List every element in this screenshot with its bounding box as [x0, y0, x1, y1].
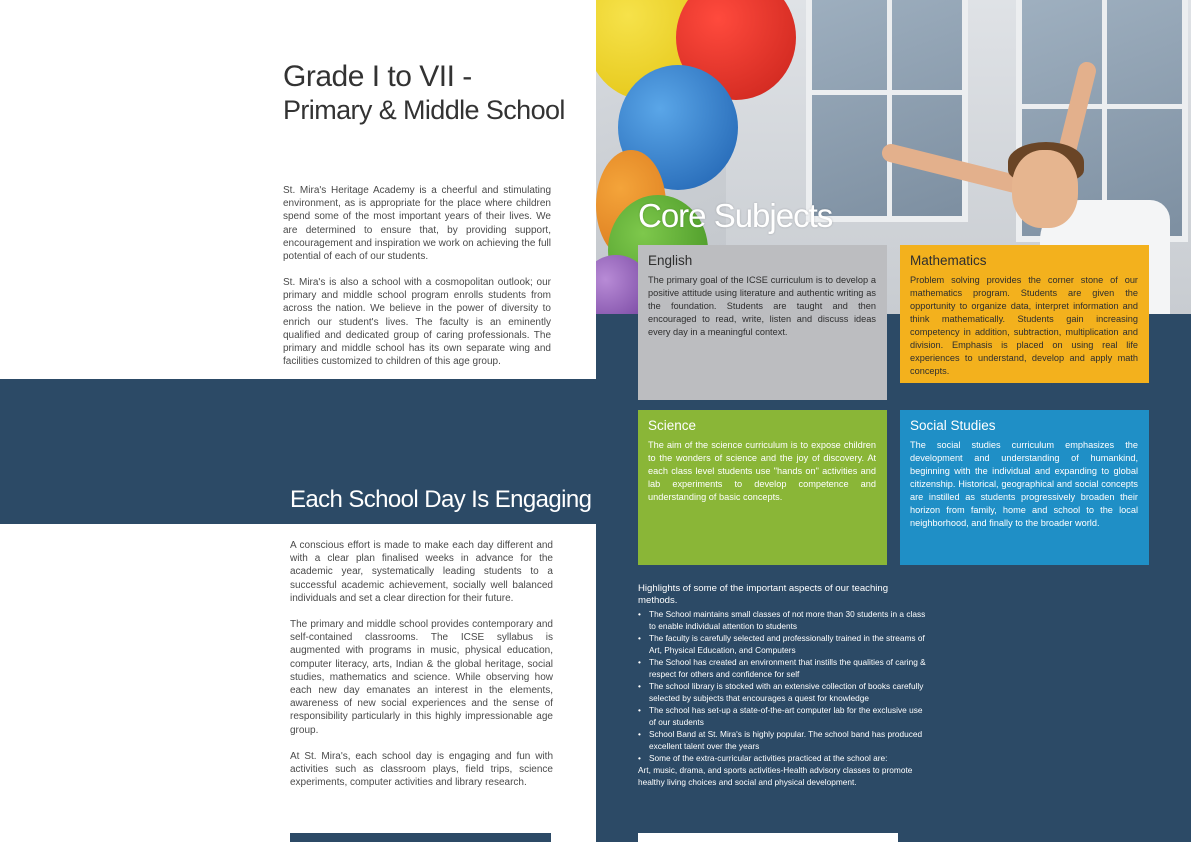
bottom-navy-bar: [290, 833, 551, 842]
engaging-paragraph-2: The primary and middle school provides contemporary and self-contained classrooms. The ICSE syllabus is augmented with programs in music, physical education, computer literacy, arts, Indian & the global heritage, social studies, mathematics and science. While observing how each new day emanates an interest in the elements, awareness of new social experiences and the sense of responsibility particularly in this highly impressionable age group.: [290, 619, 553, 736]
list-item: • School Band at St. Mira's is highly popular. The school band has produced excellent talent over the years: [638, 728, 928, 752]
intro-paragraph-1: St. Mira's Heritage Academy is a cheerful and stimulating environment, as is appropriate for the place where children spend some of the most important years of their lives. We are determined to ensure that, by providing support, encouragement and inspiration we work on achieving the full potential of each of our students.: [283, 185, 551, 263]
english-text: The primary goal of the ICSE curriculum is to develop a positive attitude using literature and authentic writing as the foundation. Students are taught and then encouraged to read, write, listen and discuss ideas every day in a meaningful context.: [648, 275, 876, 337]
engaging-paragraph-3: At St. Mira's, each school day is engaging and fun with activities such as classroom plays, field trips, science experiments, computer activities and library research.: [290, 751, 553, 789]
mathematics-title: Mathematics: [910, 253, 987, 268]
social-studies-text: The social studies curriculum emphasizes the development and understanding of humankind, beginning with the individual and expanding to global citizenship. Historical, geographical and social concepts are instilled as students progressively broaden their horizon from family, home and school to the local neighborhood, and finally to the broader world.: [910, 440, 1138, 528]
english-box: [638, 245, 887, 400]
page-subtitle: Primary & Middle School: [283, 95, 565, 125]
science-text: The aim of the science curriculum is to expose children to the wonders of science and the joy of discovery. At each class level students use "hands on" activities and lab experiments to develop competence and understanding of basic concepts.: [648, 440, 876, 502]
list-item: • The school library is stocked with an extensive collection of books carefully selected by subjects that encourages a quest for knowledge: [638, 680, 928, 704]
mathematics-text: Problem solving provides the corner stone of our mathematics program. Students are given the opportunity to organize data, interpret information and think mathematically. Students gain increasing competency in addition, subtraction, multiplication and division. Emphasis is placed on using real life experiences to understand, develop and apply math concepts.: [910, 275, 1138, 376]
list-item: • The School has created an environment that instills the qualities of caring & respect for others and confidence for self: [638, 656, 928, 680]
english-title: English: [648, 253, 693, 268]
list-item: • The school has set-up a state-of-the-art computer lab for the exclusive use of our students: [638, 704, 928, 728]
window-left: [806, 0, 968, 222]
page-title: Grade I to VII -: [283, 60, 472, 93]
intro-paragraph-2: St. Mira's is also a school with a cosmopolitan outlook; our primary and middle school program enrolls students from across the nation. We believe in the power of diversity to enrich our student's lives. The faculty is an eminently qualified and dedicated group of caring professionals. The primary and middle school has its own separate wing and facilities customized to children of this age group.: [283, 277, 551, 368]
engaging-paragraph-1: A conscious effort is made to make each day different and with a clear plan finalised weeks in advance for the academic year, systematically leading students to a successful academic achievement, socially well balanced individuals and set a clear direction for their future.: [290, 540, 553, 604]
engaging-title: Each School Day Is Engaging: [290, 486, 592, 513]
list-item: • Some of the extra-curricular activities practiced at the school are:: [638, 752, 928, 764]
list-item: • The faculty is carefully selected and professionally trained in the streams of Art, Physical Education, and Computers: [638, 632, 928, 656]
highlights-activities: Art, music, drama, and sports activities-Health advisory classes to promote healthy living choices and social and physical development.: [638, 765, 913, 788]
social-studies-title: Social Studies: [910, 418, 996, 433]
science-box: [638, 410, 887, 565]
teaching-highlights: [638, 583, 928, 788]
highlights-list: [638, 608, 928, 764]
list-item: • The School maintains small classes of not more than 30 students in a class to enable individual attention to students: [638, 608, 928, 632]
bottom-white-bar: [638, 833, 898, 842]
mathematics-box: [900, 245, 1149, 383]
highlights-intro: Highlights of some of the important aspects of our teaching methods.: [638, 583, 889, 606]
core-subjects-title: Core Subjects: [638, 197, 833, 234]
boy-face: [1012, 150, 1078, 228]
social-studies-box: [900, 410, 1149, 565]
science-title: Science: [648, 418, 697, 433]
